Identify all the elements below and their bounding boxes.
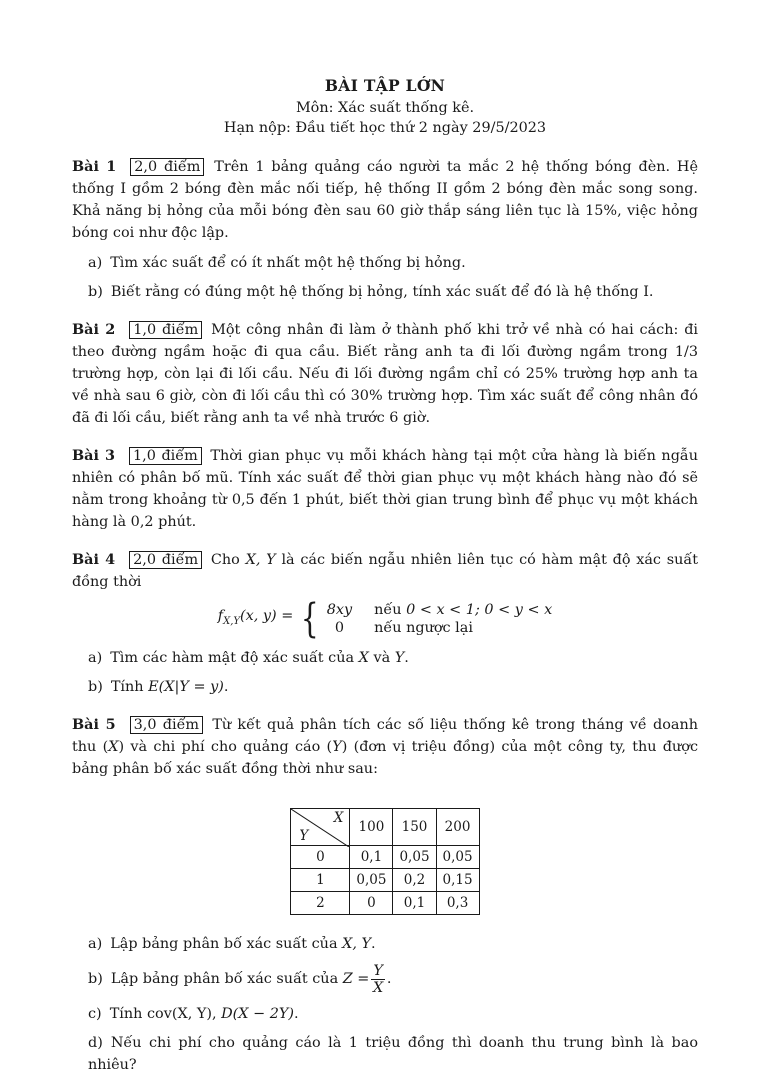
table-cell: 0 [350,892,393,915]
fraction-y-over-x: $\frac{Y}{X}$ [373,962,384,996]
problem-1-items [72,252,698,303]
document-page [72,74,698,1083]
table-x-header: 100 [350,809,393,846]
table-cell: 0,3 [436,892,479,915]
table-cell: 0,05 [350,869,393,892]
table-row [291,892,479,915]
problem-2-statement [72,319,698,429]
subject-line: Môn: Xác suất thống kê. [295,100,475,116]
table-row [291,846,479,869]
left-brace: { [301,596,319,642]
problem-1-label: Bài 1 [72,158,117,175]
table-cell: 0,05 [436,846,479,869]
table-corner-cell [291,809,350,846]
problem-4-label: Bài 4 [72,551,116,568]
table-y-label: Y [299,828,309,844]
problem-3-text: Thời gian phục vụ mỗi khách hàng tại một cửa hàng là biến ngẫu nhiên có phân bố mũ. Tính xác suất để thời gian phục vụ một khách hàng nào đó sẽ nằm trong khoảng từ 0,5 đến 1 phút, biết thời gian trung bình để phục vụ một khách hàng là 0,2 phút. [72,448,699,530]
problem-1 [72,156,698,303]
table-row [291,869,479,892]
problem-1-item-b: b) Biết rằng có đúng một hệ thống bị hỏng, tính xác suất để đó là hệ thống I. [88,284,654,300]
problem-4-statement: Bài 4 2,0 điểm Cho X, Y là các biến ngẫu nhiên liên tục có hàm mật độ xác suất đồng thời [72,551,698,590]
table-cell: 0,2 [393,869,436,892]
distribution-table-wrapper [72,808,698,915]
joint-distribution-table [290,808,479,915]
problem-3-statement [72,445,698,533]
problem-5-points: 3,0 điểm [130,716,203,734]
problem-1-statement [72,156,698,244]
problem-2-points: 1,0 điểm [129,321,202,339]
problem-4 [72,549,698,698]
problem-5-item-b: b) Lập bảng phân bố xác suất của Z = $\frac{Y}{X}$ . [88,962,392,996]
problem-2-text: Một công nhân đi làm ở thành phố khi trở về nhà có hai cách: đi theo đường ngầm hoặc đi qua cầu. Biết rằng anh ta đi lối đường ngầm trong 1/3 trường hợp, còn lại đi lối cầu. Nếu đi lối đường ngầm chỉ có 25% trường hợp anh ta về nhà sau 6 giờ, còn đi lối cầu thì có 30% trường hợp. Tìm xác suất để công nhân đó đã đi lối cầu, biết rằng anh ta về nhà trước 6 giờ. [72,322,699,426]
problem-5-item-a: a) Lập bảng phân bố xác suất của X, Y. [88,936,376,952]
problem-4-item-b: b) Tính E(X|Y = y). [88,679,229,695]
problem-4-points: 2,0 điểm [129,551,202,569]
table-cell: 0,1 [350,846,393,869]
table-x-label: X [333,810,344,826]
table-cell: 0,1 [393,892,436,915]
problem-5-item-c: c) Tính cov(X, Y), D(X − 2Y). [88,1006,299,1022]
table-y-value: 1 [291,869,350,892]
problem-2-label: Bài 2 [72,321,116,338]
problem-4-items [72,647,698,698]
table-cell: 0,05 [393,846,436,869]
problem-3-label: Bài 3 [72,447,115,464]
document-header [72,74,698,138]
problem-1-item-a: a) Tìm xác suất để có ít nhất một hệ thống bị hỏng. [88,255,466,271]
document-title: BÀI TẬP LỚN [324,76,446,95]
problem-1-text: Trên 1 bảng quảng cáo người ta mắc 2 hệ thống bóng đèn. Hệ thống I gồm 2 bóng đèn mắc nối tiếp, hệ thống II gồm 2 bóng đèn mắc song song. Khả năng bị hỏng của mỗi bóng đèn sau 60 giờ thắp sáng liên tục là 15%, việc hỏng bóng coi như độc lập. [72,159,698,241]
deadline-line: Hạn nộp: Đầu tiết học thứ 2 ngày 29/5/2023 [223,120,547,136]
problem-3-points: 1,0 điểm [129,447,202,465]
problem-5-item-d: d) Nếu chi phí cho quảng cáo là 1 triệu đồng thì doanh thu trung bình là bao nhiêu? [88,1035,698,1073]
problem-5-label: Bài 5 [72,716,116,733]
problem-1-points: 2,0 điểm [130,158,204,176]
table-y-value: 0 [291,846,350,869]
formula-cases: 8xy nếu 0 < x < 1; 0 < y < x 0 nếu ngược lại [326,602,553,636]
problem-2 [72,319,698,429]
joint-density-formula: $f_{X,Y}(x$, y) = { 8xy nếu 0 < x < 1; 0 < y < x 0 nếu ngược lại [217,596,553,642]
table-x-header: 200 [436,809,479,846]
table-header-row [291,809,479,846]
table-cell: 0,15 [436,869,479,892]
problem-5-statement: Bài 5 3,0 điểm Từ kết quả phân tích các số liệu thống kê trong tháng về doanh thu (X) và chi phí cho quảng cáo (Y) (đơn vị triệu đồng) của một công ty, thu được bảng phân bố xác suất đồng thời như sau: [72,716,699,777]
table-x-header: 150 [393,809,436,846]
problem-5-items [72,933,698,1076]
problem-4-item-a: a) Tìm các hàm mật độ xác suất của X và Y. [88,650,409,666]
problem-3 [72,445,698,533]
problem-5 [72,714,698,1076]
table-y-value: 2 [291,892,350,915]
